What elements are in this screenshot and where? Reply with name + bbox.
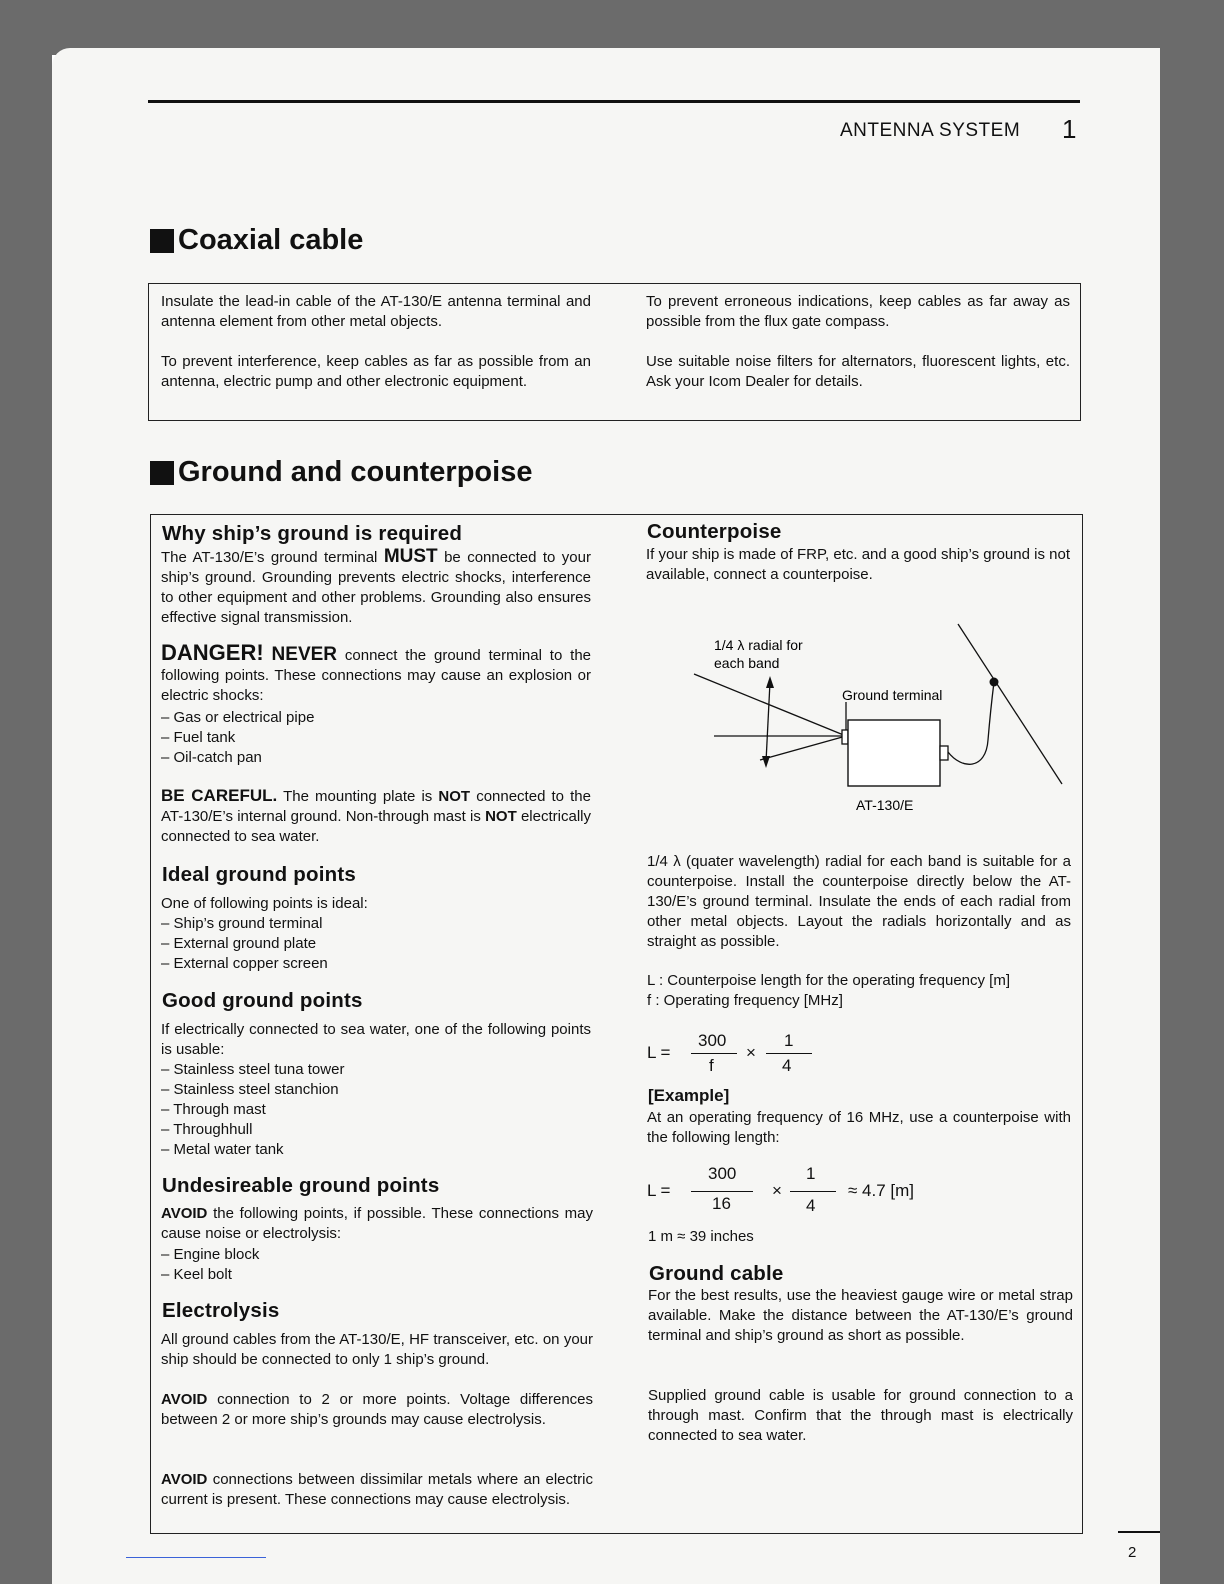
list-item: – Through mast: [161, 1101, 266, 1118]
radial-line: [760, 736, 846, 760]
unit-label: AT-130/E: [856, 797, 914, 813]
coax-left-p1: Insulate the lead-in cable of the AT-130/E antenna terminal and antenna element from other metal objects.: [161, 293, 591, 330]
counterpoise-diagram: [690, 620, 1070, 820]
danger-list: [161, 708, 314, 768]
coax-title: Coaxial cable: [178, 224, 364, 256]
at130-unit-box: [848, 720, 940, 786]
coax-right-p1: To prevent erroneous indications, keep cables as far away as possible from the flux gate compass.: [646, 293, 1070, 330]
coax-right-p2: Use suitable noise filters for alternators, fluorescent lights, etc. Ask your Icom Dealer for details.: [646, 353, 1070, 390]
electrolysis-p2: AVOID connection to 2 or more points. Voltage differences between 2 or more ship’s grounds may cause electrolysis.: [161, 1391, 593, 1428]
link-underline: [126, 1557, 266, 1558]
page-number-rule: [1118, 1531, 1160, 1533]
undesired-title: Undesireable ground points: [162, 1174, 440, 1197]
list-item: – Stainless steel tuna tower: [161, 1061, 345, 1078]
example-den1: 16: [712, 1194, 731, 1213]
radial-label-line2: each band: [714, 655, 780, 671]
list-item: – Fuel tank: [161, 729, 236, 746]
ground-heading: [150, 456, 532, 489]
list-item: – External ground plate: [161, 935, 317, 952]
formula-den1: f: [709, 1056, 714, 1075]
definition-L: L : Counterpoise length for the operating frequency [m]: [647, 972, 1010, 989]
header-rule: [148, 100, 1080, 103]
fraction-bar: [691, 1053, 737, 1054]
conversion-note: 1 m ≈ 39 inches: [648, 1228, 754, 1245]
why-title: Why ship’s ground is required: [162, 522, 463, 545]
radial-label-line1: 1/4 λ radial for: [714, 637, 803, 653]
careful-paragraph: BE CAREFUL. The mounting plate is NOT connected to the AT-130/E’s internal ground. Non-through mast is NOT electrically connected to sea water.: [161, 786, 591, 845]
fraction-bar: [691, 1191, 753, 1192]
arrow-head-icon: [762, 756, 770, 768]
heading-square-icon: [150, 461, 174, 485]
fraction-bar: [766, 1053, 812, 1054]
cable-paragraph-2: Supplied ground cable is usable for ground connection to a through mast. Confirm that the through mast is electrically connected to sea water.: [648, 1387, 1073, 1444]
section-header: ANTENNA SYSTEM: [840, 120, 1021, 141]
list-item: – Keel bolt: [161, 1266, 232, 1283]
scan-border-left: [0, 0, 52, 1584]
list-item: – External copper screen: [161, 955, 328, 972]
example-times: ×: [772, 1181, 782, 1200]
ideal-intro: One of following points is ideal:: [161, 895, 368, 912]
never-word: NEVER: [271, 644, 338, 665]
cable-paragraph-1: For the best results, use the heaviest gauge wire or metal strap available. Make the distance between the AT-130/E’s ground terminal and ship’s ground as short as possible.: [648, 1287, 1073, 1344]
good-intro: If electrically connected to sea water, one of the following points is usable:: [161, 1021, 591, 1058]
fraction-bar: [790, 1191, 836, 1192]
list-item: – Engine block: [161, 1246, 260, 1263]
ideal-list: [161, 914, 328, 974]
ideal-title: Ideal ground points: [162, 863, 356, 886]
page-number: 2: [1128, 1544, 1137, 1561]
careful-word: BE CAREFUL.: [161, 786, 278, 805]
mast-line: [958, 624, 1062, 784]
must-word: MUST: [383, 546, 438, 567]
radial-paragraph: 1/4 λ (quater wavelength) radial for each band is suitable for a counterpoise. Install the counterpoise directly below the AT-130/E’s ground terminal. Insulate the ends of each radial from other metal objects. Layout the radials horizontally and as straight as possible.: [647, 853, 1071, 950]
good-title: Good ground points: [162, 989, 363, 1012]
list-item: – Oil-catch pan: [161, 749, 262, 766]
example-result: ≈ 4.7 [m]: [848, 1181, 915, 1200]
ground-terminal-stub: [842, 730, 848, 744]
formula-lhs: L =: [647, 1043, 671, 1062]
list-item: – Gas or electrical pipe: [161, 709, 315, 726]
undesired-paragraph: AVOID the following points, if possible. These connections may cause noise or electrolysis:: [161, 1205, 593, 1242]
formula-den2: 4: [782, 1056, 792, 1075]
why-paragraph: The AT-130/E’s ground terminal MUST be connected to your ship’s ground. Grounding prevents electric shocks, interference to other equipment and other problems. Grounding also ensures effective signal transmission.: [161, 546, 591, 626]
scan-border-right: [1160, 0, 1224, 1584]
formula-num1: 300: [698, 1031, 727, 1050]
good-list: [161, 1060, 344, 1160]
undesired-list: [161, 1245, 259, 1285]
electrolysis-p1: All ground cables from the AT-130/E, HF transceiver, etc. on your ship should be connected to only 1 ship’s ground.: [161, 1331, 593, 1368]
counterpoise-paragraph: If your ship is made of FRP, etc. and a good ship’s ground is not available, connect a counterpoise.: [646, 546, 1070, 583]
definition-f: f : Operating frequency [MHz]: [647, 992, 843, 1009]
example-num1: 300: [708, 1164, 737, 1183]
heading-square-icon: [150, 229, 174, 253]
cable-title: Ground cable: [649, 1262, 784, 1285]
arrow-head-icon: [766, 676, 774, 688]
formula-num2: 1: [784, 1031, 794, 1050]
example-title: [Example]: [648, 1086, 730, 1105]
scan-border-top: [0, 0, 1224, 55]
ground-terminal-label: Ground terminal: [842, 687, 943, 703]
coax-heading: [150, 224, 363, 257]
danger-word: DANGER!: [161, 640, 264, 665]
example-lhs: L =: [647, 1181, 671, 1200]
radial-arrow: [766, 682, 770, 762]
list-item: – Throughhull: [161, 1121, 253, 1138]
formula-times: ×: [746, 1043, 756, 1062]
example-den2: 4: [806, 1196, 816, 1215]
chapter-number: 1: [1062, 114, 1077, 144]
ground-wire: [948, 682, 994, 764]
ground-title: Ground and counterpoise: [178, 456, 533, 488]
coax-left-p2: To prevent interference, keep cables as far as possible from an antenna, electric pump and other electronic equipment.: [161, 353, 591, 390]
example-paragraph: At an operating frequency of 16 MHz, use a counterpoise with the following length:: [647, 1109, 1071, 1146]
counterpoise-title: Counterpoise: [647, 520, 782, 543]
danger-paragraph: DANGER! NEVER connect the ground terminal to the following points. These connections may cause an explosion or electric shocks:: [161, 640, 592, 704]
electrolysis-p3: AVOID connections between dissimilar metals where an electric current is present. These connections may cause electrolysis.: [161, 1471, 594, 1508]
list-item: – Metal water tank: [161, 1141, 284, 1158]
list-item: – Stainless steel stanchion: [161, 1081, 339, 1098]
electrolysis-title: Electrolysis: [162, 1299, 280, 1322]
example-num2: 1: [806, 1164, 816, 1183]
list-item: – Ship’s ground terminal: [161, 915, 323, 932]
unit-connector: [940, 746, 948, 760]
